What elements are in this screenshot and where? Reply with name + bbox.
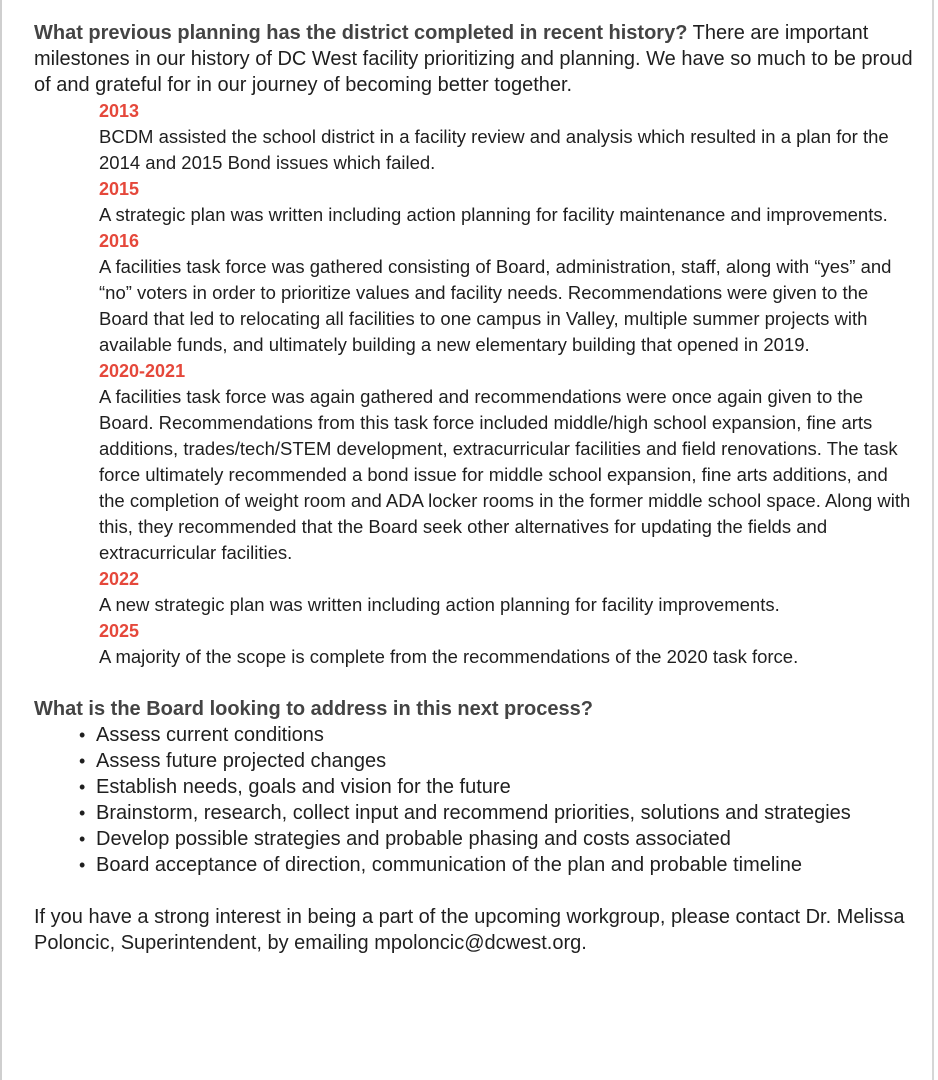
timeline-text: A majority of the scope is complete from the recommendations of the 2020 task force. bbox=[99, 646, 799, 667]
list-item bbox=[79, 722, 914, 748]
next-process-list bbox=[34, 722, 914, 878]
timeline-text: A facilities task force was gathered consisting of Board, administration, staff, along with “yes” and “no” voters in order to prioritize values and facility needs. Recommendations were given to the Board that led to relocating all facilities to one campus in Valley, multiple summer projects with available funds, and ultimately building a new elementary building that opened in 2019. bbox=[99, 256, 892, 355]
timeline-year: 2016 bbox=[99, 231, 140, 251]
timeline-year: 2025 bbox=[99, 621, 140, 641]
timeline-entry bbox=[99, 176, 914, 228]
list-item bbox=[79, 826, 914, 852]
history-intro bbox=[34, 20, 914, 98]
timeline-year: 2013 bbox=[99, 101, 140, 121]
list-item bbox=[79, 800, 914, 826]
planning-timeline bbox=[34, 98, 914, 670]
timeline-entry bbox=[99, 566, 914, 618]
timeline-entry bbox=[99, 98, 914, 176]
list-item-text: Assess future projected changes bbox=[96, 750, 387, 772]
timeline-entry bbox=[99, 618, 914, 670]
timeline-year: 2015 bbox=[99, 179, 140, 199]
bullet-icon: • bbox=[79, 829, 86, 849]
timeline-text: A strategic plan was written including action planning for facility maintenance and improvements. bbox=[99, 204, 888, 225]
timeline-text: BCDM assisted the school district in a facility review and analysis which resulted in a plan for the 2014 and 2015 Bond issues which failed. bbox=[99, 126, 889, 173]
timeline-text: A facilities task force was again gathered and recommendations were once again given to the Board. Recommendations from this task force included middle/high school expansion, fine arts additions, trades/tech/STEM development, extracurricular facilities and field renovations. The task force ultimately recommended a bond issue for middle school expansion, fine arts additions, and the completion of weight room and ADA locker rooms in the former middle school space. Along with this, they recommended that the Board seek other alternatives for updating the fields and extracurricular facilities. bbox=[99, 386, 911, 563]
timeline-text: A new strategic plan was written including action planning for facility improvements. bbox=[99, 594, 780, 615]
bullet-icon: • bbox=[79, 751, 86, 771]
timeline-year: 2022 bbox=[99, 569, 140, 589]
list-item-text: Establish needs, goals and vision for the future bbox=[96, 776, 511, 798]
timeline-entry bbox=[99, 358, 914, 566]
list-item-text: Brainstorm, research, collect input and recommend priorities, solutions and strategies bbox=[96, 802, 851, 824]
list-item-text: Develop possible strategies and probable phasing and costs associated bbox=[96, 828, 731, 850]
timeline-year: 2020-2021 bbox=[99, 361, 186, 381]
timeline-entry bbox=[99, 228, 914, 358]
list-item bbox=[79, 774, 914, 800]
contact-paragraph: If you have a strong interest in being a part of the upcoming workgroup, please contact Dr. Melissa Poloncic, Superintendent, by emailing mpoloncic@dcwest.org. bbox=[34, 906, 905, 954]
document-content bbox=[34, 20, 914, 956]
history-question: What previous planning has the district completed in recent history? bbox=[34, 22, 688, 44]
list-item-text: Board acceptance of direction, communication of the plan and probable timeline bbox=[96, 854, 802, 876]
list-item bbox=[79, 748, 914, 774]
bullet-icon: • bbox=[79, 803, 86, 823]
bullet-icon: • bbox=[79, 725, 86, 745]
history-intro-text: There are important milestones in our history of DC West facility prioritizing and planning. We have so much to be proud of and grateful for in our journey of becoming better together. bbox=[34, 22, 913, 96]
next-process-heading: What is the Board looking to address in this next process? bbox=[34, 698, 593, 720]
list-item bbox=[79, 852, 914, 878]
bullet-icon: • bbox=[79, 777, 86, 797]
bullet-icon: • bbox=[79, 855, 86, 875]
list-item-text: Assess current conditions bbox=[96, 724, 324, 746]
